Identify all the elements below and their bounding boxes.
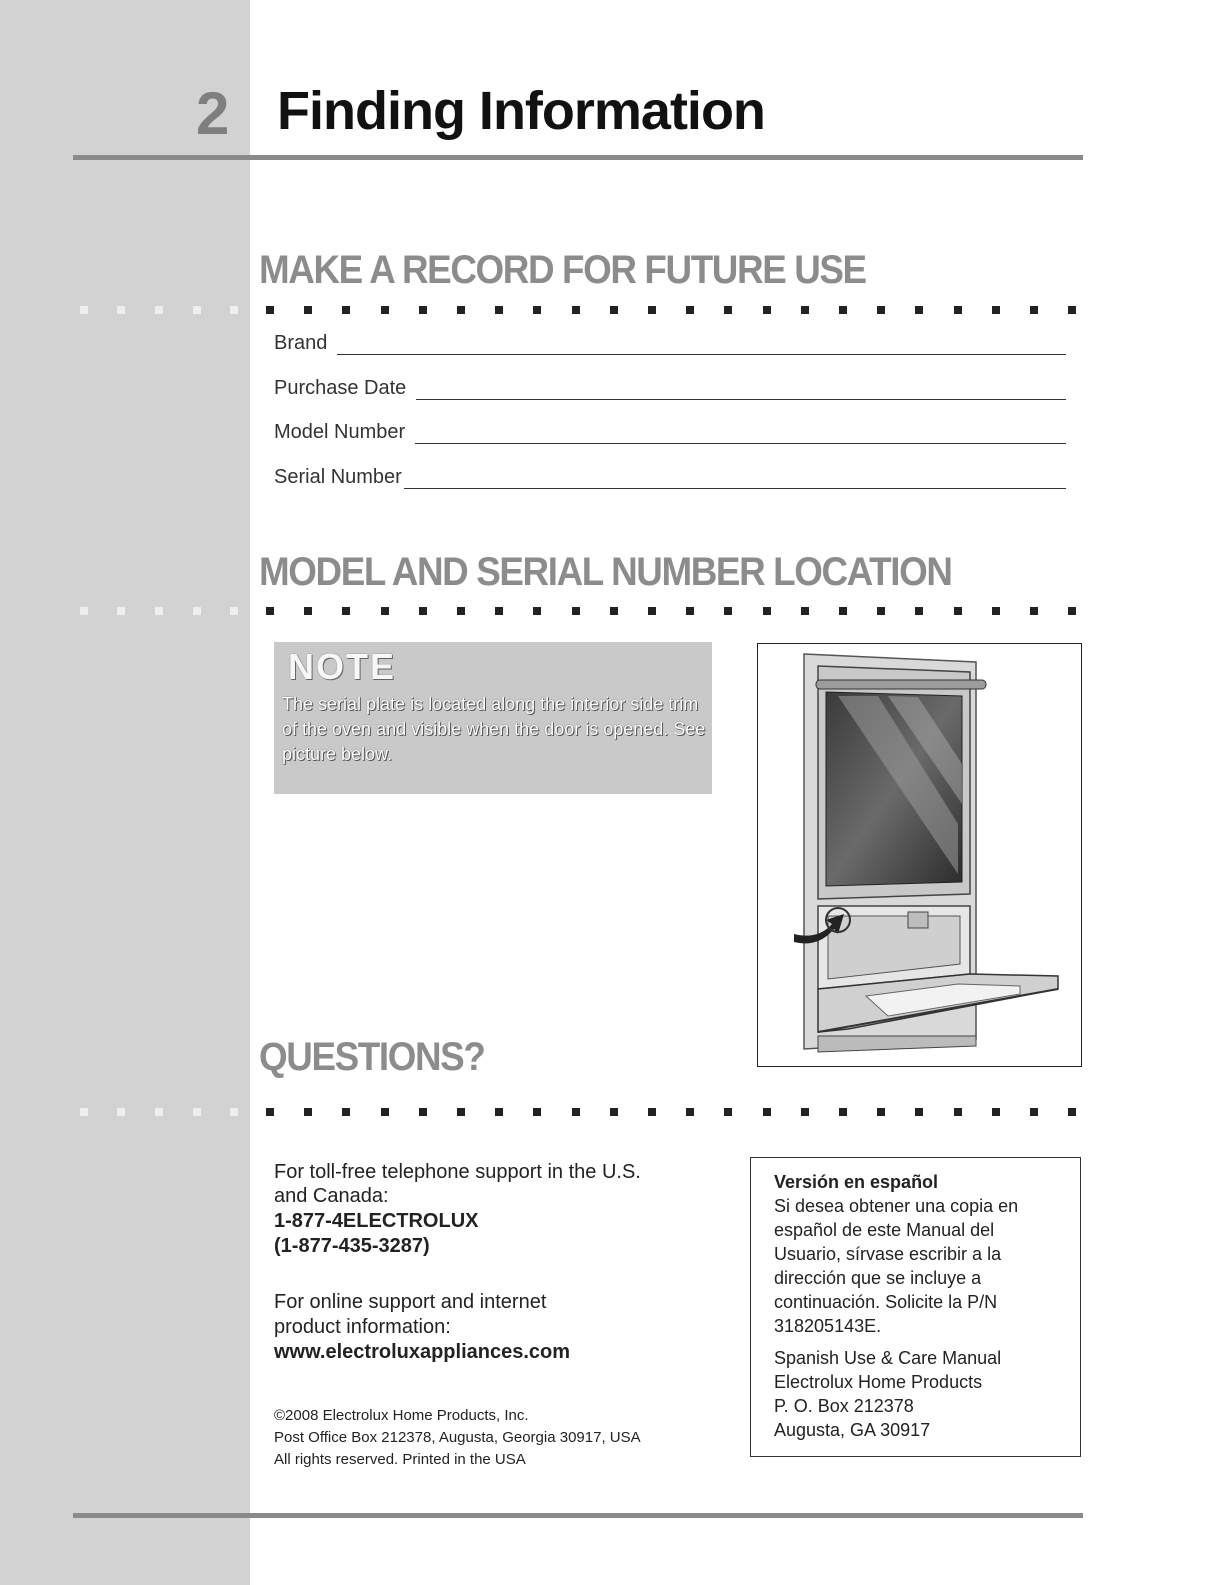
divider-dot bbox=[610, 306, 618, 314]
divider-dot bbox=[495, 607, 503, 615]
divider-dot bbox=[801, 306, 809, 314]
divider-dot bbox=[419, 1108, 427, 1116]
divider-dot bbox=[724, 607, 732, 615]
sidebar-band bbox=[0, 0, 250, 1585]
divider-dot bbox=[877, 1108, 885, 1116]
divider-dot bbox=[992, 306, 1000, 314]
divider-dot bbox=[877, 306, 885, 314]
divider-dot bbox=[266, 1108, 274, 1116]
divider-dot bbox=[230, 1108, 238, 1116]
divider-dot bbox=[419, 607, 427, 615]
divider-dot bbox=[992, 607, 1000, 615]
divider-dot bbox=[648, 306, 656, 314]
divider-dot bbox=[915, 607, 923, 615]
divider-dot bbox=[839, 1108, 847, 1116]
field-label: Serial Number bbox=[274, 466, 402, 488]
address-line: Electrolux Home Products bbox=[774, 1372, 983, 1392]
divider-dot bbox=[533, 306, 541, 314]
divider-dot bbox=[80, 306, 88, 314]
divider-dot bbox=[342, 1108, 350, 1116]
online-intro-line-1: For online support and internet bbox=[274, 1291, 547, 1313]
divider-dot bbox=[954, 306, 962, 314]
divider-dot bbox=[610, 607, 618, 615]
divider-dot bbox=[686, 306, 694, 314]
dotted-divider bbox=[73, 607, 1083, 615]
section-heading-record: MAKE A RECORD FOR FUTURE USE bbox=[259, 248, 866, 292]
note-box bbox=[274, 642, 712, 794]
divider-dot bbox=[533, 1108, 541, 1116]
divider-dot bbox=[266, 306, 274, 314]
bottom-rule bbox=[73, 1513, 1083, 1518]
divider-dot bbox=[763, 607, 771, 615]
divider-dot bbox=[304, 306, 312, 314]
divider-dot bbox=[117, 306, 125, 314]
phone-number[interactable]: 1-877-4ELECTROLUX bbox=[274, 1210, 479, 1232]
divider-dot bbox=[117, 607, 125, 615]
divider-dot bbox=[457, 607, 465, 615]
divider-dot bbox=[1068, 1108, 1076, 1116]
spanish-text-line: Si desea obtener una copia en bbox=[774, 1196, 1019, 1216]
divider-dot bbox=[457, 1108, 465, 1116]
fill-in-line[interactable] bbox=[416, 379, 1066, 400]
chapter-number: 2 bbox=[196, 80, 230, 147]
divider-dot bbox=[381, 306, 389, 314]
divider-dot bbox=[763, 306, 771, 314]
address-line: Spanish Use & Care Manual bbox=[774, 1348, 1002, 1368]
address-line: P. O. Box 212378 bbox=[774, 1396, 914, 1416]
divider-dot bbox=[839, 306, 847, 314]
divider-dot bbox=[533, 607, 541, 615]
divider-dot bbox=[381, 1108, 389, 1116]
divider-dot bbox=[877, 607, 885, 615]
divider-dot bbox=[686, 607, 694, 615]
dotted-divider bbox=[73, 306, 1083, 314]
dotted-divider bbox=[73, 1108, 1083, 1116]
field-label: Brand bbox=[274, 332, 328, 354]
record-field-brand[interactable] bbox=[274, 331, 1066, 355]
divider-dot bbox=[230, 607, 238, 615]
copyright-line-3: All rights reserved. Printed in the USA bbox=[274, 1451, 526, 1468]
divider-dot bbox=[839, 607, 847, 615]
divider-dot bbox=[1068, 306, 1076, 314]
divider-dot bbox=[80, 607, 88, 615]
field-label: Purchase Date bbox=[274, 377, 407, 399]
divider-dot bbox=[1030, 607, 1038, 615]
divider-dot bbox=[193, 607, 201, 615]
divider-dot bbox=[572, 306, 580, 314]
phone-intro-line-2: and Canada: bbox=[274, 1185, 389, 1207]
spanish-text-line: 318205143E. bbox=[774, 1316, 882, 1336]
divider-dot bbox=[266, 607, 274, 615]
divider-dot bbox=[572, 607, 580, 615]
address-line: Augusta, GA 30917 bbox=[774, 1420, 931, 1440]
spanish-text-line: español de este Manual del bbox=[774, 1220, 995, 1240]
divider-dot bbox=[686, 1108, 694, 1116]
divider-dot bbox=[724, 306, 732, 314]
spanish-box-title: Versión en español bbox=[774, 1172, 939, 1192]
divider-dot bbox=[381, 607, 389, 615]
divider-dot bbox=[304, 1108, 312, 1116]
note-title: NOTE bbox=[288, 646, 397, 687]
website-link[interactable]: www.electroluxappliances.com bbox=[274, 1341, 571, 1363]
record-field-model-number[interactable] bbox=[274, 420, 1066, 444]
top-rule bbox=[73, 155, 1083, 160]
divider-dot bbox=[342, 306, 350, 314]
divider-dot bbox=[155, 607, 163, 615]
divider-dot bbox=[992, 1108, 1000, 1116]
spanish-text-line: continuación. Solicite la P/N bbox=[774, 1292, 998, 1312]
copyright-line-2: Post Office Box 212378, Augusta, Georgia 30917, USA bbox=[274, 1429, 641, 1446]
field-label: Model Number bbox=[274, 421, 406, 443]
divider-dot bbox=[230, 306, 238, 314]
fill-in-line[interactable] bbox=[404, 468, 1066, 489]
phone-number-numeric[interactable]: (1-877-435-3287) bbox=[274, 1235, 430, 1257]
section-heading-questions: QUESTIONS? bbox=[259, 1035, 485, 1079]
divider-dot bbox=[801, 607, 809, 615]
divider-dot bbox=[763, 1108, 771, 1116]
record-field-purchase-date[interactable] bbox=[274, 376, 1066, 400]
divider-dot bbox=[155, 306, 163, 314]
divider-dot bbox=[954, 1108, 962, 1116]
divider-dot bbox=[304, 607, 312, 615]
divider-dot bbox=[801, 1108, 809, 1116]
note-text: The serial plate is located along the interior side trim of the oven and visible when the door is opened. See picture below. bbox=[282, 694, 706, 764]
record-field-serial-number[interactable] bbox=[274, 465, 1066, 489]
divider-dot bbox=[648, 607, 656, 615]
oven-illustration bbox=[757, 643, 1082, 1067]
divider-dot bbox=[1030, 1108, 1038, 1116]
page-title: Finding Information bbox=[277, 81, 765, 141]
divider-dot bbox=[193, 306, 201, 314]
divider-dot bbox=[1068, 607, 1076, 615]
divider-dot bbox=[117, 1108, 125, 1116]
divider-dot bbox=[610, 1108, 618, 1116]
divider-dot bbox=[193, 1108, 201, 1116]
divider-dot bbox=[155, 1108, 163, 1116]
divider-dot bbox=[915, 1108, 923, 1116]
fill-in-line[interactable] bbox=[415, 423, 1066, 444]
section-heading-location: MODEL AND SERIAL NUMBER LOCATION bbox=[259, 550, 952, 594]
copyright-line-1: ©2008 Electrolux Home Products, Inc. bbox=[274, 1407, 529, 1424]
divider-dot bbox=[80, 1108, 88, 1116]
online-intro-line-2: product information: bbox=[274, 1316, 451, 1338]
oven-icon bbox=[758, 644, 1081, 1066]
divider-dot bbox=[495, 306, 503, 314]
spanish-text-line: Usuario, sírvase escribir a la bbox=[774, 1244, 1002, 1264]
divider-dot bbox=[724, 1108, 732, 1116]
divider-dot bbox=[1030, 306, 1038, 314]
divider-dot bbox=[419, 306, 427, 314]
divider-dot bbox=[457, 306, 465, 314]
divider-dot bbox=[342, 607, 350, 615]
divider-dot bbox=[572, 1108, 580, 1116]
divider-dot bbox=[495, 1108, 503, 1116]
divider-dot bbox=[648, 1108, 656, 1116]
divider-dot bbox=[954, 607, 962, 615]
phone-intro-line-1: For toll-free telephone support in the U.S. bbox=[274, 1161, 641, 1183]
spanish-version-box bbox=[750, 1157, 1081, 1457]
divider-dot bbox=[915, 306, 923, 314]
spanish-text-line: dirección que se incluye a bbox=[774, 1268, 982, 1288]
fill-in-line[interactable] bbox=[337, 334, 1066, 355]
